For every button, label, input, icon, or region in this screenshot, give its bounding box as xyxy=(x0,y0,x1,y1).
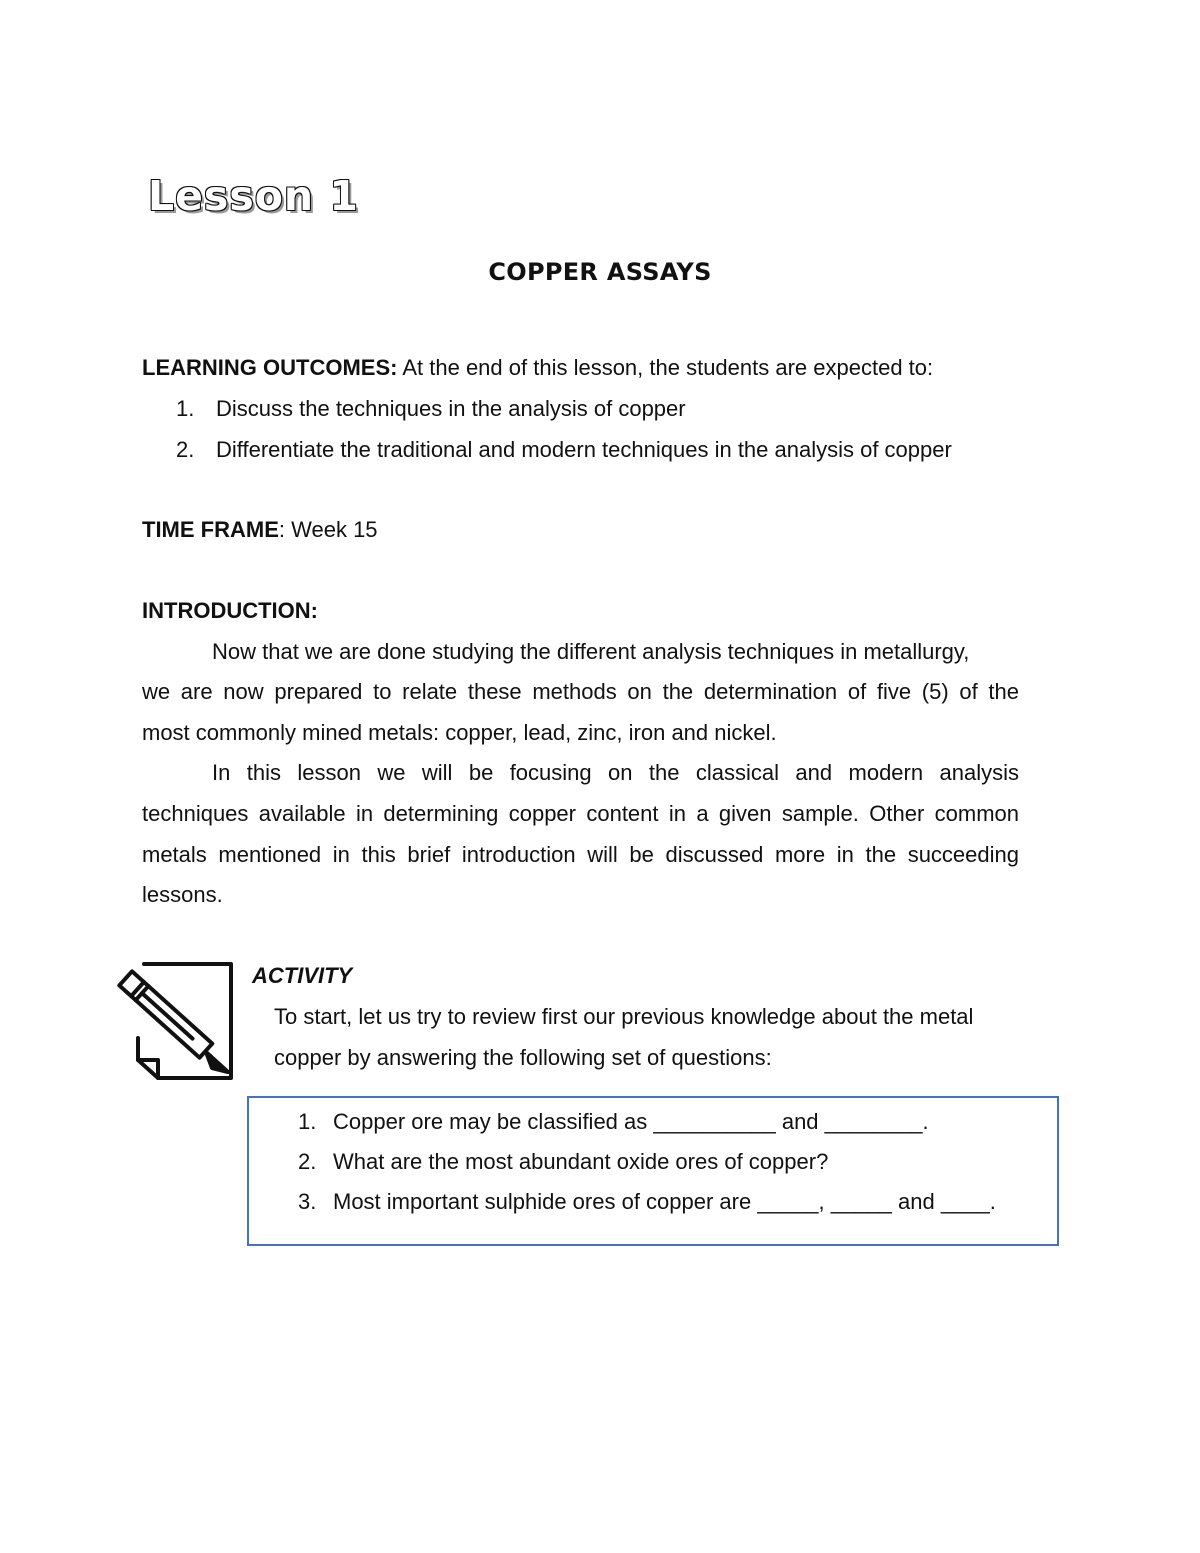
intro-line: In this lesson we will be focusing on the classical and modern analysis xyxy=(212,760,1019,785)
outcome-number: 1. xyxy=(176,396,195,421)
pencil-paper-icon xyxy=(114,960,236,1082)
time-frame-label: TIME FRAME xyxy=(142,517,279,542)
question-text: Most important sulphide ores of copper are _____, _____ and ____. xyxy=(333,1189,996,1214)
introduction-label: INTRODUCTION: xyxy=(142,598,318,623)
outcome-number: 2. xyxy=(176,437,195,462)
question-number: 2. xyxy=(298,1149,317,1174)
outcome-item xyxy=(176,396,194,422)
activity-text-line: To start, let us try to review first our previous knowledge about the metal xyxy=(274,1004,974,1029)
intro-line: lessons. xyxy=(142,882,223,907)
intro-line: techniques available in determining copper content in a given sample. Other common xyxy=(142,801,1019,826)
outcome-item xyxy=(176,437,194,463)
learning-outcomes-label: LEARNING OUTCOMES: xyxy=(142,355,398,380)
intro-line: most commonly mined metals: copper, lead, zinc, iron and nickel. xyxy=(142,720,777,745)
time-frame-line xyxy=(142,517,378,543)
outcome-text: Differentiate the traditional and modern techniques in the analysis of copper xyxy=(216,437,952,462)
activity-heading: ACTIVITY xyxy=(252,963,353,988)
page-title: COPPER ASSAYS xyxy=(488,258,712,286)
question-number: 3. xyxy=(298,1189,317,1214)
learning-outcomes-line xyxy=(142,355,933,381)
learning-outcomes-text: At the end of this lesson, the students are expected to: xyxy=(397,355,934,380)
activity-text-line: copper by answering the following set of questions: xyxy=(274,1045,772,1070)
intro-line: Now that we are done studying the different analysis techniques in metallurgy, xyxy=(212,639,970,664)
intro-line: we are now prepared to relate these methods on the determination of five (5) of the xyxy=(142,679,1019,704)
question-number: 1. xyxy=(298,1109,317,1134)
lesson-number-heading: Lesson 1 xyxy=(148,172,359,220)
intro-line: metals mentioned in this brief introduction will be discussed more in the succeeding xyxy=(142,842,1019,867)
question-text: What are the most abundant oxide ores of copper? xyxy=(333,1149,829,1174)
time-frame-text: : Week 15 xyxy=(278,517,378,542)
outcome-text: Discuss the techniques in the analysis of copper xyxy=(216,396,686,421)
question-text: Copper ore may be classified as __________ and ________. xyxy=(333,1109,929,1134)
